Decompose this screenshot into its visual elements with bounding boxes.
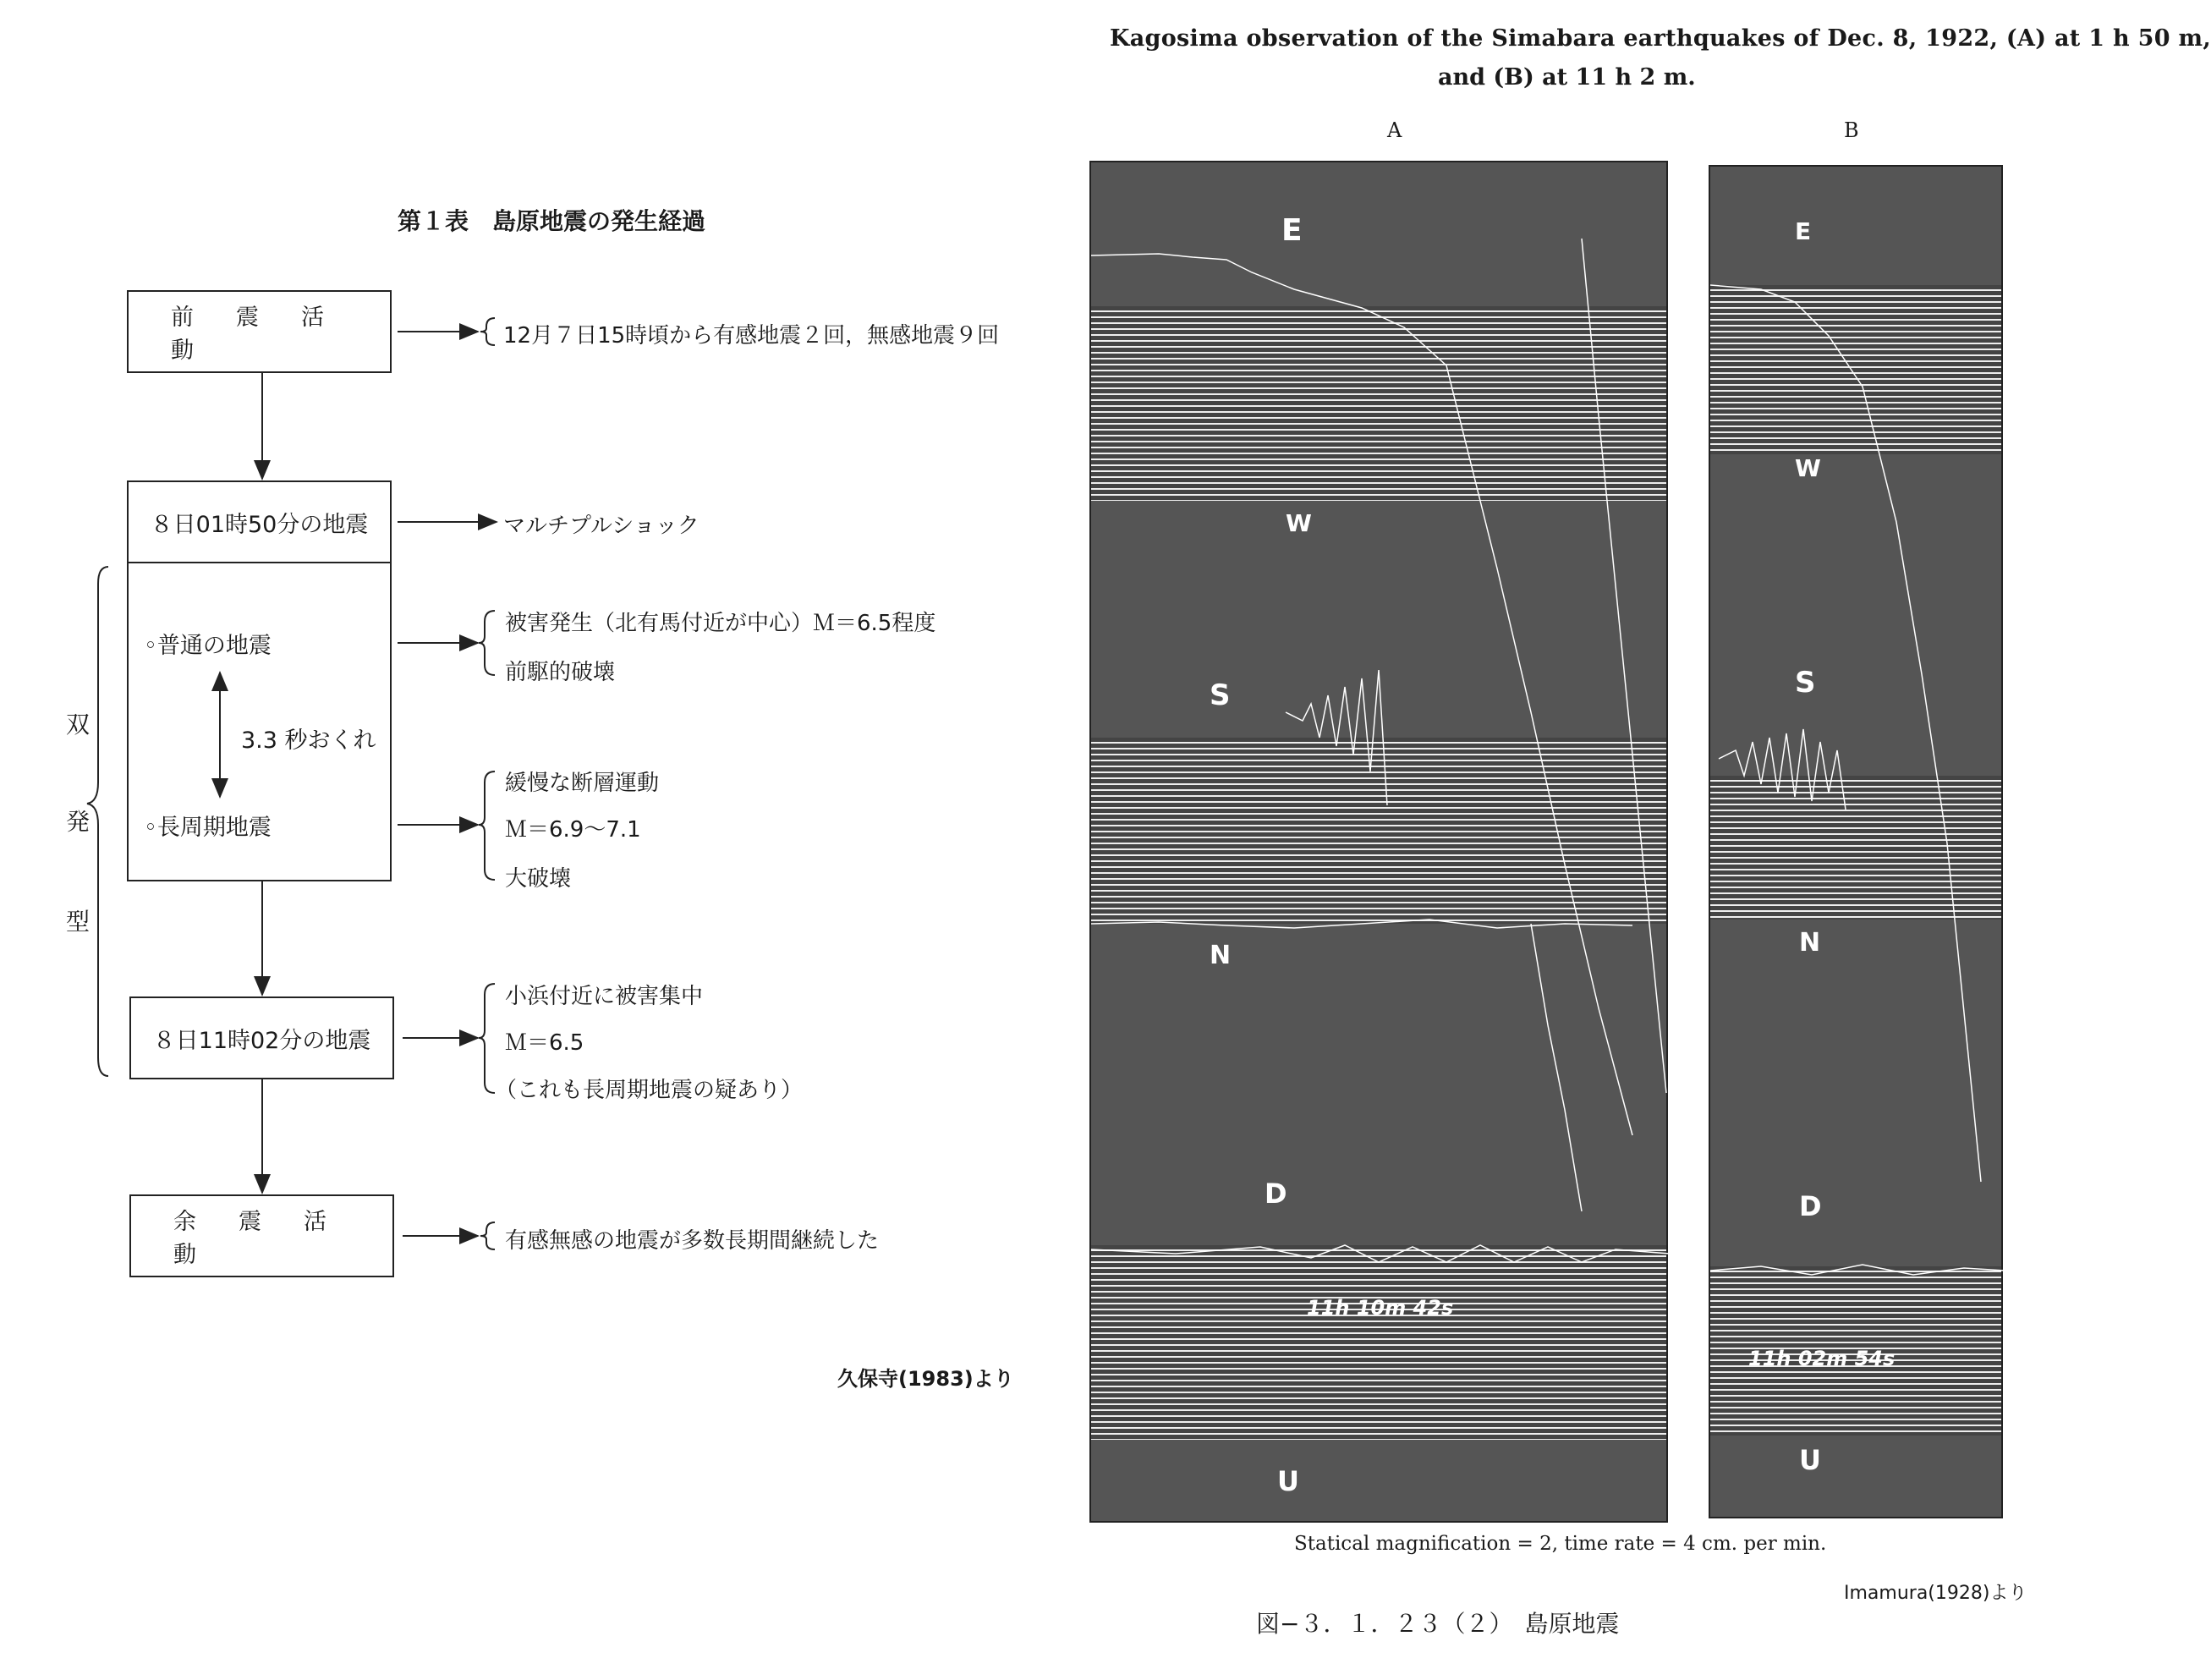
panel-b-letter-n: N [1799, 928, 1821, 958]
box-quake-0150: ８日01時50分の地震 [127, 480, 392, 563]
panel-b-letter-s: S [1795, 666, 1816, 700]
note-quake-0150: マルチプルショック [503, 513, 700, 539]
panel-a-letter-d: D [1265, 1178, 1287, 1210]
label-ordinary: ◦普通の地震 [144, 633, 272, 659]
panel-a-letter-e: E [1281, 213, 1303, 248]
panel-b-letter-w: W [1795, 454, 1821, 482]
figure-caption: 図−３．１．２３（２） 島原地震 [1256, 1610, 1620, 1638]
label-longperiod: ◦長周期地震 [144, 815, 272, 841]
label-double-type-3: 型 [66, 908, 91, 936]
brace-longperiod [479, 771, 495, 880]
panel-a-letter-s: S [1210, 678, 1231, 712]
brace-ordinary [479, 611, 495, 675]
panel-a-letter-w: W [1286, 509, 1312, 537]
seismogram-caption: Statical magnification = 2, time rate = 4 cm. per min. [1294, 1533, 1827, 1555]
brace-aftershock [480, 1222, 495, 1249]
traces-a [1091, 162, 1670, 1524]
box-quake-1102: ８日11時02分の地震 [129, 996, 394, 1079]
label-double-type-1: 双 [66, 711, 91, 738]
note-ordinary-2: 前駆的破壊 [505, 660, 616, 685]
note-ordinary-1: 被害発生（北有馬付近が中心）Ｍ＝6.5程度 [505, 611, 936, 636]
panel-b-letter-u: U [1799, 1444, 1821, 1476]
box-foreshock: 前震活動 [127, 290, 392, 373]
label-delay: 3.3 秒おくれ [241, 727, 376, 754]
note-1102-1: 小浜付近に被害集中 [505, 984, 704, 1009]
note-1102-3: （これも長周期地震の疑あり） [495, 1078, 804, 1103]
panel-b-time: 11h 02m 54s [1748, 1347, 1896, 1370]
panel-a-letter-n: N [1210, 941, 1232, 970]
panel-b-letter-d: D [1799, 1190, 1822, 1222]
note-1102-2: Ｍ＝6.5 [505, 1030, 584, 1056]
panel-a-label: A [1387, 118, 1402, 142]
table-title: 第１表 島原地震の発生経過 [398, 207, 706, 235]
box-aftershock: 余震活動 [129, 1194, 394, 1277]
brace-foreshock [480, 318, 495, 345]
panel-b-label: B [1844, 118, 1859, 142]
seismogram-title-2: and (B) at 11 h 2 m. [1438, 64, 1696, 91]
label-double-type-2: 発 [66, 808, 91, 836]
traces-b [1710, 167, 2005, 1520]
brace-double-type [87, 567, 108, 1076]
panel-a-letter-u: U [1277, 1465, 1299, 1497]
seismogram-panel-a [1089, 161, 1668, 1523]
table-source: 久保寺(1983)より [837, 1367, 1014, 1391]
seismogram-source: Imamura(1928)より [1844, 1583, 2027, 1604]
diagram-connectors [0, 0, 1083, 1438]
note-aftershock: 有感無感の地震が多数長期間継続した [505, 1228, 880, 1254]
panel-a-time: 11h 10m 42s [1307, 1296, 1454, 1320]
note-longperiod-2: Ｍ＝6.9〜7.1 [505, 817, 641, 843]
seismogram-panel-b [1709, 165, 2003, 1518]
note-longperiod-1: 緩慢な断層運動 [505, 771, 660, 796]
seismogram-title-1: Kagosima observation of the Simabara earthquakes of Dec. 8, 1922, (A) at 1 h 50 m, [1110, 25, 2211, 52]
brace-1102 [479, 984, 495, 1093]
note-longperiod-3: 大破壊 [505, 866, 572, 892]
panel-b-letter-e: E [1795, 217, 1812, 245]
note-foreshock: 12月７日15時頃から有感地震２回，無感地震９回 [503, 323, 1000, 349]
